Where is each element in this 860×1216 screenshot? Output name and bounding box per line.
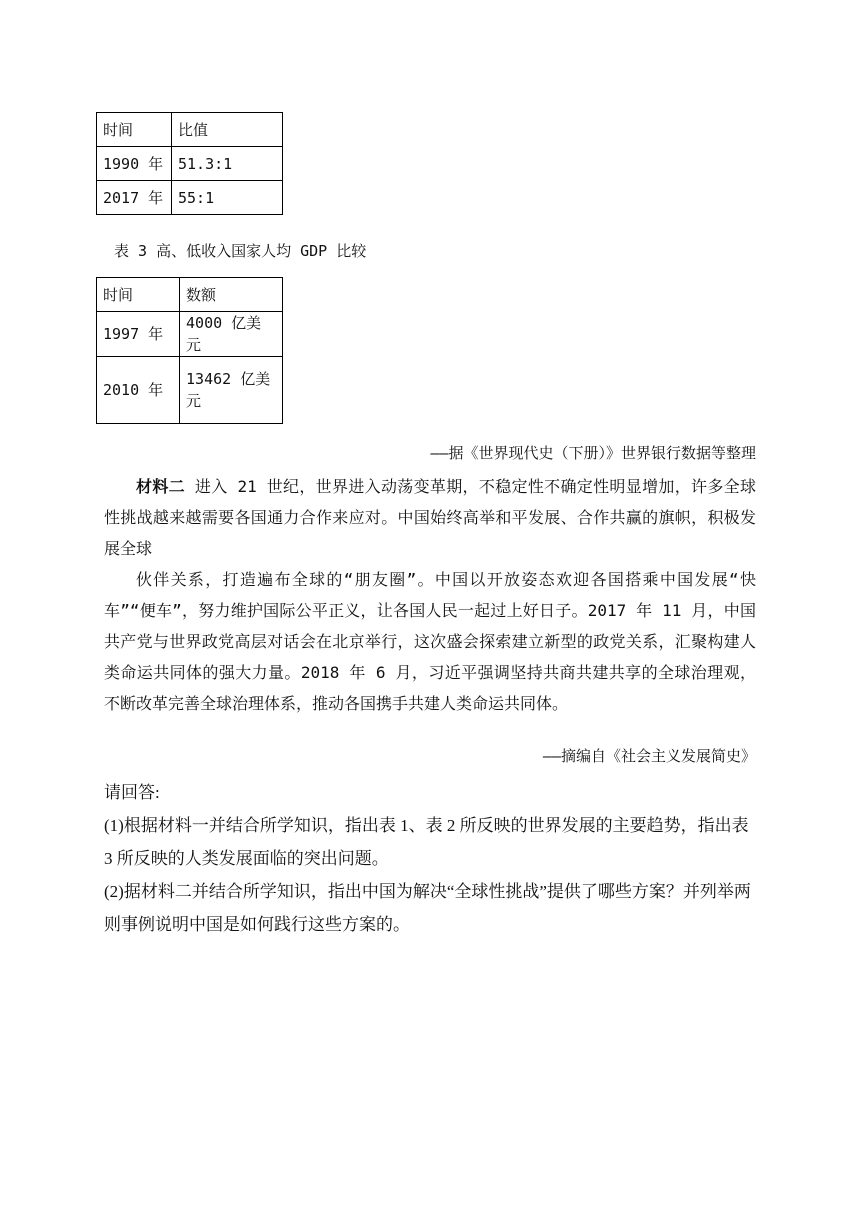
table-caption: 表 3 高、低收入国家人均 GDP 比较 [114, 242, 367, 260]
material-two [104, 471, 756, 719]
table-header-cell: 数额 [180, 278, 283, 312]
table-cell: 1997 年 [97, 312, 180, 357]
ratio-table [96, 112, 283, 215]
material-two-paragraph: 伙伴关系，打造遍布全球的“朋友圈”。中国以开放姿态欢迎各国搭乘中国发展“快车”“便车”，努力维护国际公平正义，让各国人民一起过上好日子。2017 年 11 月，中国共产党与世界政党高层对话会在北京举行，这次盛会探索建立新型的政党关系，汇聚构建人类命运共同体的强大力量。2018 年 6 月，习近平强调坚持共商共建共享的全球治理观，不断改革完善全球治理体系，推动各国携手共建人类命运共同体。 [104, 570, 756, 713]
table-cell: 2017 年 [97, 181, 172, 215]
table-cell: 55:1 [172, 181, 283, 215]
source-citation: ——据《世界现代史（下册）》世界银行数据等整理 [430, 444, 756, 462]
material-two-paragraph [104, 471, 756, 564]
question-2: (2)据材料二并结合所学知识，指出中国为解决“全球性挑战”提供了哪些方案？并列举两则事例说明中国是如何践行这些方案的。 [104, 882, 751, 934]
table-cell: 2010 年 [97, 357, 180, 424]
table-header-cell: 比值 [172, 113, 283, 147]
gdp-table [96, 277, 283, 424]
source-citation: ——摘编自《社会主义发展简史》 [542, 747, 756, 765]
table-row [97, 147, 283, 181]
question-1: (1)根据材料一并结合所学知识，指出表 1、表 2 所反映的世界发展的主要趋势，指出表 3 所反映的人类发展面临的突出问题。 [104, 816, 749, 868]
paragraph-text: 进入 21 世纪，世界进入动荡变革期，不稳定性不确定性明显增加，许多全球性挑战越来越需要各国通力合作来应对。中国始终高举和平发展、合作共赢的旗帜，积极发展全球 [104, 477, 756, 558]
table-cell: 4000 亿美元 [180, 312, 283, 357]
question-prompt: 请回答: [104, 783, 160, 802]
table-cell: 1990 年 [97, 147, 172, 181]
table-header-cell: 时间 [97, 278, 180, 312]
table-row [97, 357, 283, 424]
table-row [97, 312, 283, 357]
table-header-cell: 时间 [97, 113, 172, 147]
table-header-row [97, 278, 283, 312]
table-header-row [97, 113, 283, 147]
table-cell: 13462 亿美元 [180, 357, 283, 424]
table-row [97, 181, 283, 215]
questions-block [104, 776, 756, 941]
table-cell: 51.3:1 [172, 147, 283, 181]
material-label: 材料二 [136, 477, 185, 496]
